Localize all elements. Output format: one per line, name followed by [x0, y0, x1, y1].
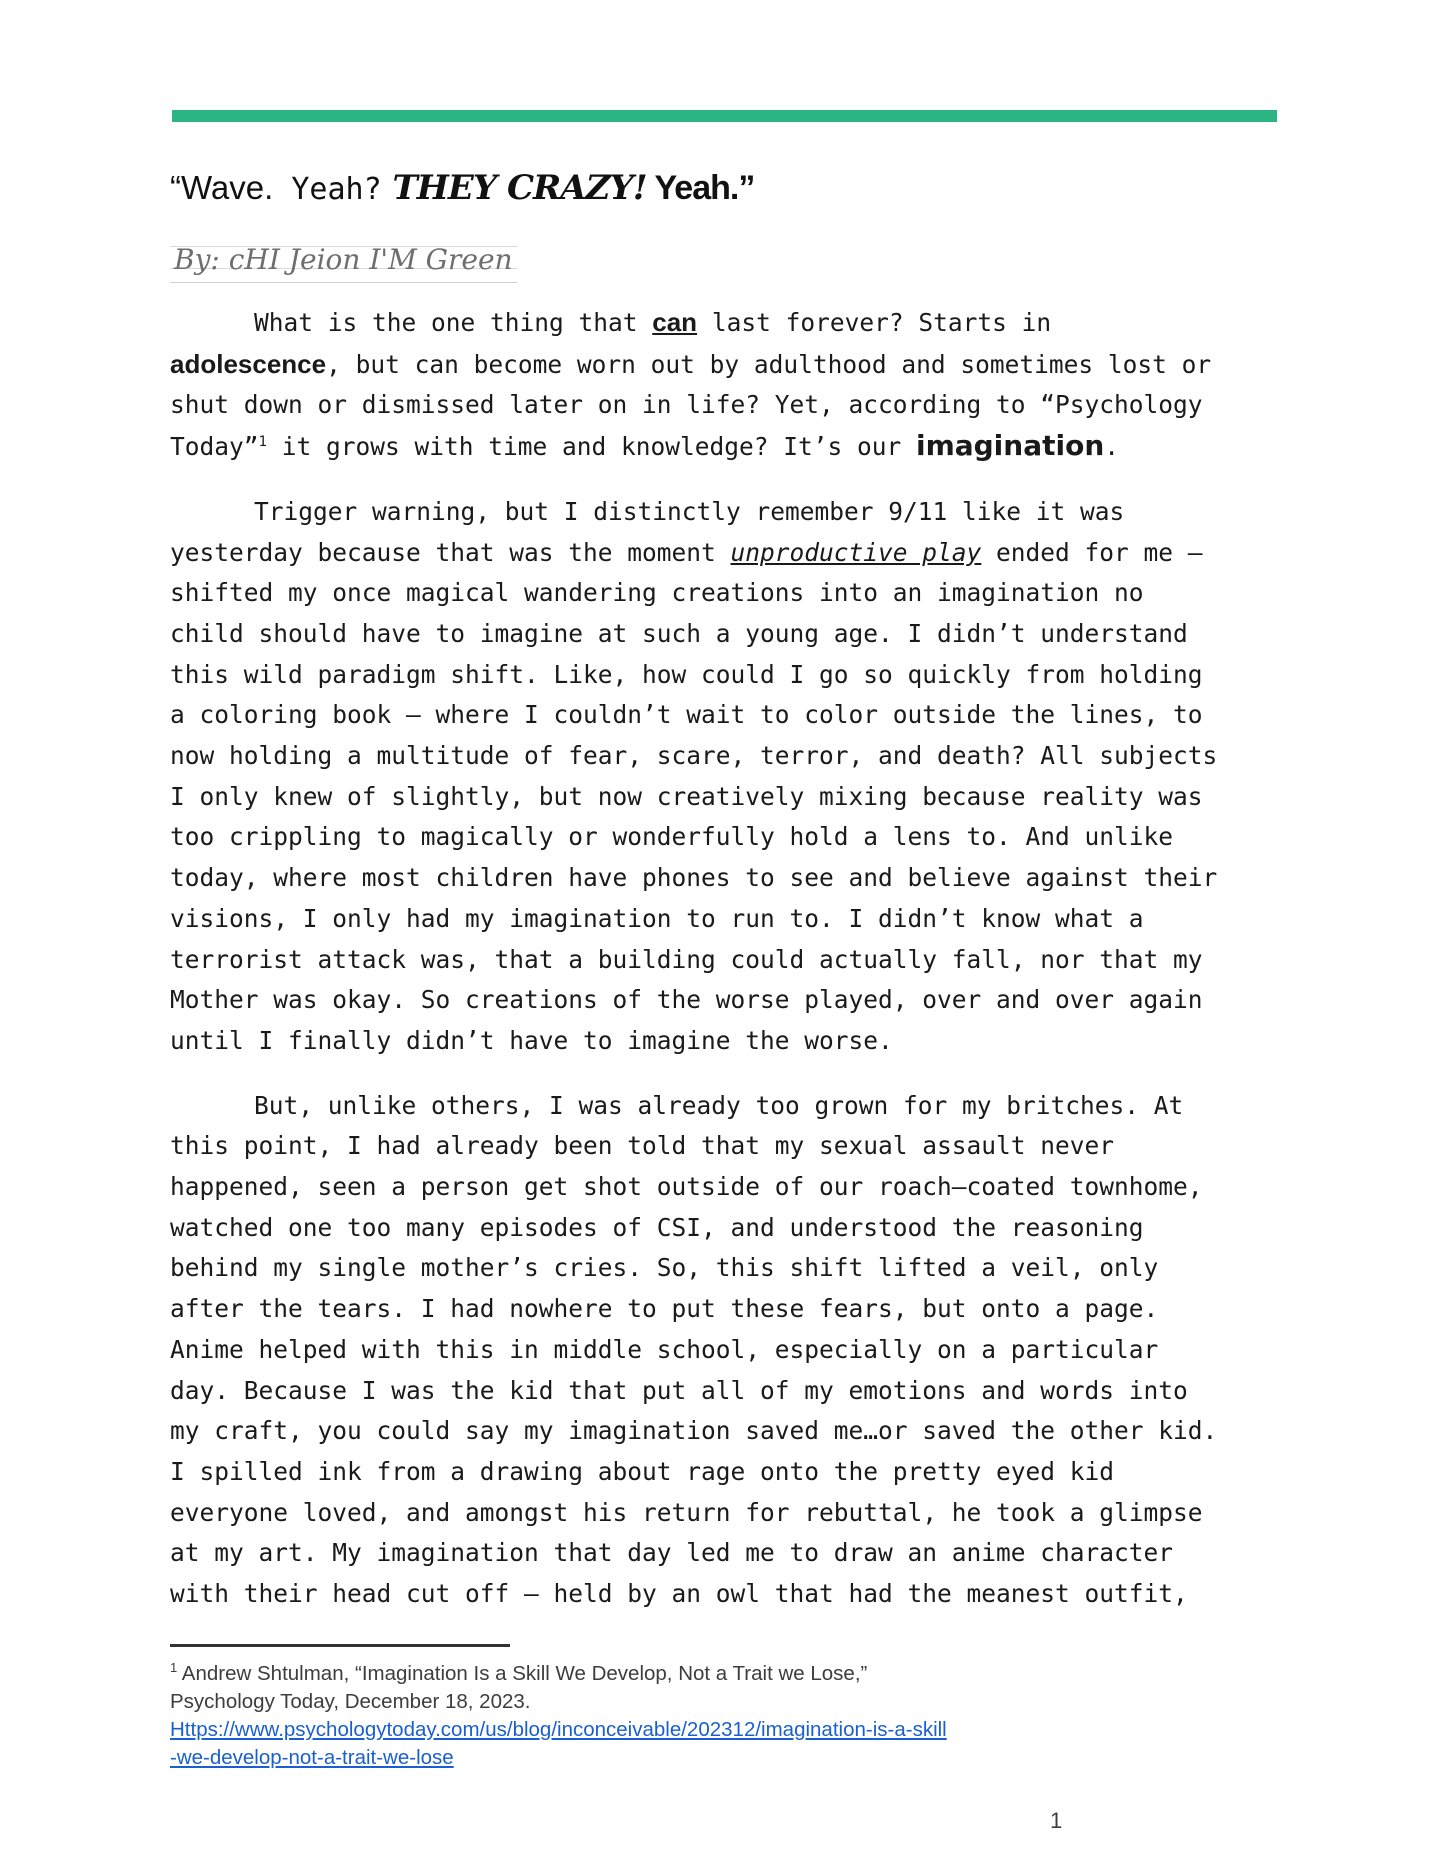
text-line: [170, 426, 1270, 468]
text-span: ended for me –: [981, 537, 1203, 567]
text-line: everyone loved, and amongst his return for rebuttal, he took a glimpse: [170, 1497, 1203, 1527]
text-line: my craft, you could say my imagination saved me…or saved the other kid.: [170, 1416, 1218, 1446]
text-span: , but can become worn out by adulthood and sometimes lost or: [326, 349, 1212, 379]
footnote-line: Psychology Today, December 18, 2023.: [170, 1690, 531, 1713]
footnote-link[interactable]: Https://www.psychologytoday.com/us/blog/inconceivable/202312/imagination-is-a-skill: [170, 1718, 947, 1741]
text-line: today, where most children have phones to see and believe against their: [170, 863, 1218, 893]
text-span: it grows with time and knowledge? It’s our: [266, 432, 916, 462]
text-line: child should have to imagine at such a young age. I didn’t understand: [170, 618, 1188, 648]
text-line: Anime helped with this in middle school, especially on a particular: [170, 1334, 1159, 1364]
text-line: with their head cut off – held by an owl that had the meanest outfit,: [170, 1579, 1188, 1609]
footnote-line: [170, 1660, 1170, 1688]
text-span: What is the one thing that: [254, 308, 653, 337]
top-accent-rule: [172, 110, 1277, 122]
title-part-yeah: Yeah?: [273, 172, 382, 207]
text-line: after the tears. I had nowhere to put these fears, but onto a page.: [170, 1294, 1159, 1324]
emphasis-adolescence: adolescence: [170, 348, 327, 379]
text-line: a coloring book – where I couldn’t wait to color outside the lines, to: [170, 700, 1203, 730]
emphasis-imagination: imagination: [915, 429, 1105, 463]
footnote-number: 1: [170, 1660, 178, 1676]
paragraph-2: [170, 492, 1270, 1062]
text-line: until I finally didn’t have to imagine the worse.: [170, 1025, 893, 1055]
author-byline: By: cHI Jeion I'M Green: [170, 238, 517, 283]
text-line: shut down or dismissed later on in life? Yet, according to “Psychology: [170, 390, 1203, 420]
footnote-link-continued[interactable]: -we-develop-not-a-trait-we-lose: [170, 1746, 454, 1769]
text-line: at my art. My imagination that day led me to draw an anime character: [170, 1538, 1174, 1568]
footnote-reference[interactable]: 1: [258, 433, 267, 450]
footnote-separator: [170, 1644, 510, 1647]
text-line: I only knew of slightly, but now creatively mixing because reality was: [170, 781, 1203, 811]
text-span: yesterday because that was the moment: [170, 537, 731, 567]
emphasis-can: can: [652, 307, 698, 337]
paragraph-1: [170, 302, 1270, 468]
text-span: last forever? Starts in: [697, 308, 1052, 337]
paragraph-3: [170, 1086, 1270, 1615]
text-line: But, unlike others, I was already too grown for my britches. At: [254, 1090, 1184, 1120]
text-span: .: [1104, 432, 1120, 462]
emphasis-unproductive-play: unproductive play: [730, 537, 982, 567]
text-line: this wild paradigm shift. Like, how could I go so quickly from holding: [170, 659, 1203, 689]
text-line: Mother was okay. So creations of the worse played, over and over again: [170, 985, 1203, 1015]
text-line: too crippling to magically or wonderfully hold a lens to. And unlike: [170, 822, 1174, 852]
text-line: Trigger warning, but I distinctly remember 9/11 like it was: [254, 496, 1125, 526]
text-line: [170, 533, 1270, 574]
text-line: now holding a multitude of fear, scare, terror, and death? All subjects: [170, 741, 1218, 771]
footnote: [170, 1660, 1170, 1772]
title-part-yeah-end: Yeah.”: [646, 169, 755, 207]
text-line: [170, 302, 1270, 344]
page-number: 1: [1050, 1808, 1063, 1833]
text-line: watched one too many episodes of CSI, and understood the reasoning: [170, 1212, 1144, 1242]
text-span: Today”: [170, 432, 259, 462]
document-title: [170, 164, 754, 214]
text-line: visions, I only had my imagination to run to. I didn’t know what a: [170, 903, 1144, 933]
text-line: I spilled ink from a drawing about rage onto the pretty eyed kid: [170, 1456, 1115, 1486]
text-line: [170, 344, 1270, 386]
text-line: terrorist attack was, that a building could actually fall, nor that my: [170, 944, 1203, 974]
text-line: this point, I had already been told that my sexual assault never: [170, 1131, 1115, 1161]
essay-body: [170, 302, 1270, 1639]
title-part-they-crazy: THEY CRAZY!: [381, 168, 647, 208]
footnote-citation: Andrew Shtulman, “Imagination Is a Skill We Develop, Not a Trait we Lose,”: [177, 1662, 868, 1685]
title-part-wave: “Wave.: [170, 169, 274, 206]
text-line: shifted my once magical wandering creations into an imagination no: [170, 578, 1144, 608]
text-line: behind my single mother’s cries. So, this shift lifted a veil, only: [170, 1253, 1159, 1283]
text-line: day. Because I was the kid that put all of my emotions and words into: [170, 1375, 1188, 1405]
text-line: happened, seen a person get shot outside of our roach–coated townhome,: [170, 1172, 1203, 1202]
